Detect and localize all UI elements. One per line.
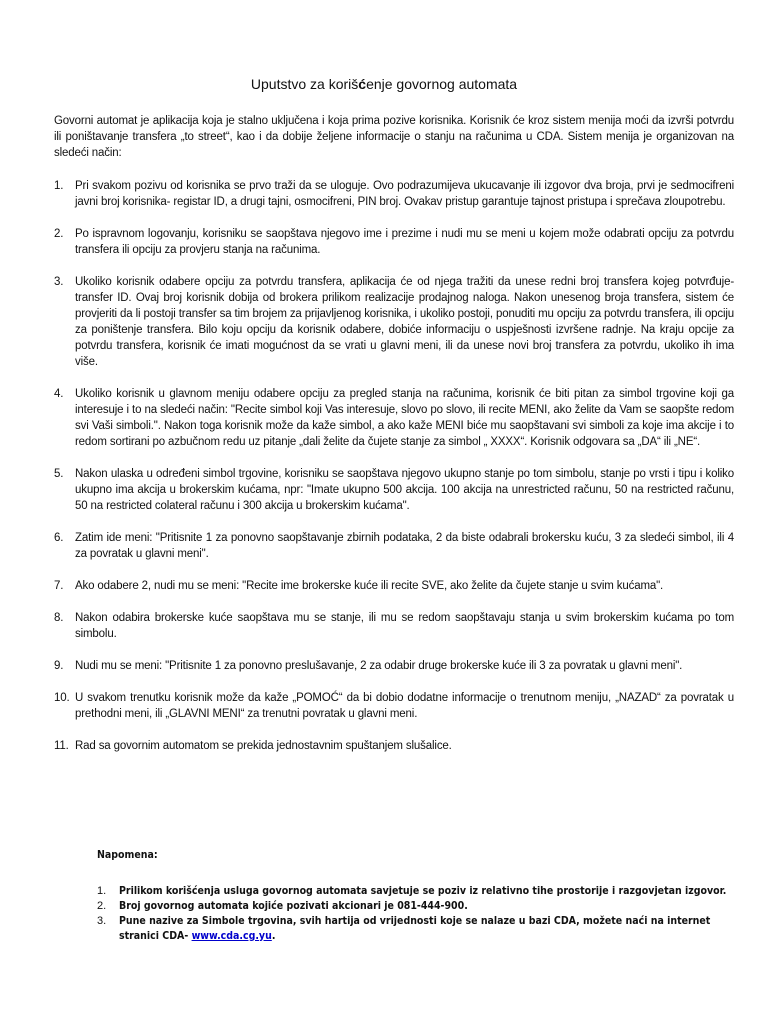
title-part-1: Uputstvo za koriš <box>250 76 359 92</box>
note-number: 1. <box>97 885 107 897</box>
list-number: 5. <box>54 468 64 480</box>
note-number: 2. <box>97 900 107 912</box>
intro-paragraph: Govorni automat je aplikacija koja je stalno uključena i koja prima pozive korisnika. Korisnik će kroz sistem menija moći da izvrši potvrdu ili poništavanje transfera „to street“, kao i da dobije željene informacije o stanju na računima u CDA. Sistem menija je organizovan na sledeći način: <box>54 115 734 159</box>
note-title: Napomena: <box>97 849 158 861</box>
list-text: Ako odabere 2, nudi mu se meni: "Recite ime brokerske kuće ili recite SVE, ako želite da čujete stanje u svim kućama". <box>75 580 664 592</box>
list-item <box>54 178 734 210</box>
note-text-end: . <box>271 930 276 942</box>
list-text: Ukoliko korisnik u glavnom meniju odabere opciju za pregled stanja na računima, korisnik će biti pitan za simbol trgovine koji ga interesuje i to na sledeći način: "Recite simbol koji Vas interesuje, slovo po slovo, ili recite MENI, ako želite da Vam se saopšte redom svi Vaši simboli.". Nakon toga korisnik može da kaže simbol, a ako kaže MENI biće mu saopštavani svi simboli za koje ima akcije i to redom sortirani po azbučnom redu uz pitanje „dali želite da čujete stanje za simbol „ XXXX“. Korisnik odgovara sa „DA“ ili „NE“. <box>75 388 734 448</box>
list-number: 11. <box>54 740 69 752</box>
list-number: 9. <box>54 660 64 672</box>
list-number: 2. <box>54 228 64 240</box>
list-number: 4. <box>54 388 64 400</box>
note-list <box>97 884 733 944</box>
list-item <box>54 386 734 450</box>
list-item <box>54 274 734 370</box>
list-text: Rad sa govornim automatom se prekida jednostavnim spuštanjem slušalice. <box>75 740 452 752</box>
list-number: 1. <box>54 180 64 192</box>
note-item <box>97 884 733 899</box>
document-title <box>0 76 768 92</box>
list-number: 7. <box>54 580 64 592</box>
list-item <box>54 690 734 722</box>
note-text: Prilikom korišćenja usluga govornog automata savjetuje se poziv iz relativno tihe prostorije i razgovjetan izgovor. <box>119 885 727 897</box>
steps-list <box>54 178 734 770</box>
cda-website-link[interactable]: www.cda.cg.yu <box>191 930 272 942</box>
list-text: Nakon odabira brokerske kuće saopštava mu se stanje, ili mu se redom saopštavaju stanja u svim brokerskim kućama po tom simbolu. <box>75 612 734 640</box>
list-text: Zatim ide meni: "Pritisnite 1 za ponovno saopštavanje zbirnih podataka, 2 da biste odabrali brokersku kuću, 3 za sledeći simbol, ili 4 za povratak u glavni meni". <box>75 532 734 560</box>
list-item <box>54 466 734 514</box>
list-number: 8. <box>54 612 64 624</box>
list-item <box>54 226 734 258</box>
list-item <box>54 658 734 674</box>
list-text: Po ispravnom logovanju, korisniku se saopštava njegovo ime i prezime i nudi mu se meni u kojem može odabrati opciju za potvrdu transfera ili opciju za provjeru stanja na računima. <box>75 228 734 256</box>
list-number: 10. <box>54 692 70 704</box>
title-part-3: enje govornog automata <box>366 76 518 92</box>
list-text: Nudi mu se meni: "Pritisnite 1 za ponovno preslušavanje, 2 za odabir druge brokerske kuće ili 3 za povratak u glavni meni". <box>75 660 683 672</box>
note-number: 3. <box>97 915 107 927</box>
note-text: Broj govornog automata kojiće pozivati akcionari je 081-444-900. <box>119 900 468 912</box>
list-item <box>54 578 734 594</box>
list-text: Ukoliko korisnik odabere opciju za potvrdu transfera, aplikacija će od njega tražiti da unese redni broj transfera kojeg potvrđuje- transfer ID. Ovaj broj korisnik dobija od brokera prilikom realizacije prodajnog naloga. Nakon unesenog broja transfera, sistem će provjeriti da li postoji transfer sa tim brojem za prijavljenog korisnika, i ukoliko postoji, ponuditi mu opciju za potvrdu transfera, ili opciju za poništenje transfera. Bilo koju opciju da korisnik odabere, dobiće informaciju o uspješnosti izvršene radnje. Na kraju opcije za potvrdu transfera, korisnik će imati mogućnost da se vrati u glavni meni, ili da unese novi broj transfera za potvrdu, ukoliko ih ima više. <box>75 276 734 368</box>
list-text: U svakom trenutku korisnik može da kaže „POMOĆ“ da bi dobio dodatne informacije o trenutnom meniju, „NAZAD“ za povratak u prethodni meni, ili „GLAVNI MENI“ za trenutni povratak u glavni meni. <box>75 692 734 720</box>
list-number: 6. <box>54 532 64 544</box>
title-part-2: ć <box>358 76 367 92</box>
list-item <box>54 610 734 642</box>
note-item <box>97 899 733 914</box>
note-item <box>97 914 733 944</box>
list-item <box>54 738 734 754</box>
list-text: Pri svakom pozivu od korisnika se prvo traži da se uloguje. Ovo podrazumijeva ukucavanje ili izgovor dva broja, prvi je sedmocifreni javni broj korisnika- registar ID, a drugi tajni, osmocifreni, PIN broj. Ovakav pristup garantuje tajnost pristupa i sprečava zloupotrebu. <box>75 180 734 208</box>
list-number: 3. <box>54 276 64 288</box>
note-text: Pune nazive za Simbole trgovina, svih hartija od vrijednosti koje se nalaze u bazi CDA, možete naći na internet stranici CDA- <box>119 915 711 942</box>
list-text: Nakon ulaska u određeni simbol trgovine, korisniku se saopštava njegovo ukupno stanje po tom simbolu, stanje po vrsti i tipu i koliko ukupno ima akcija u brokerskim kućama, npr: "Imate ukupno 500 akcija. 100 akcija na unrestricted računu, 50 na restricted računu, 50 na restricted colateral računu i 300 akcija u brokerskim kućama". <box>75 468 734 512</box>
list-item <box>54 530 734 562</box>
note-section <box>97 848 733 944</box>
